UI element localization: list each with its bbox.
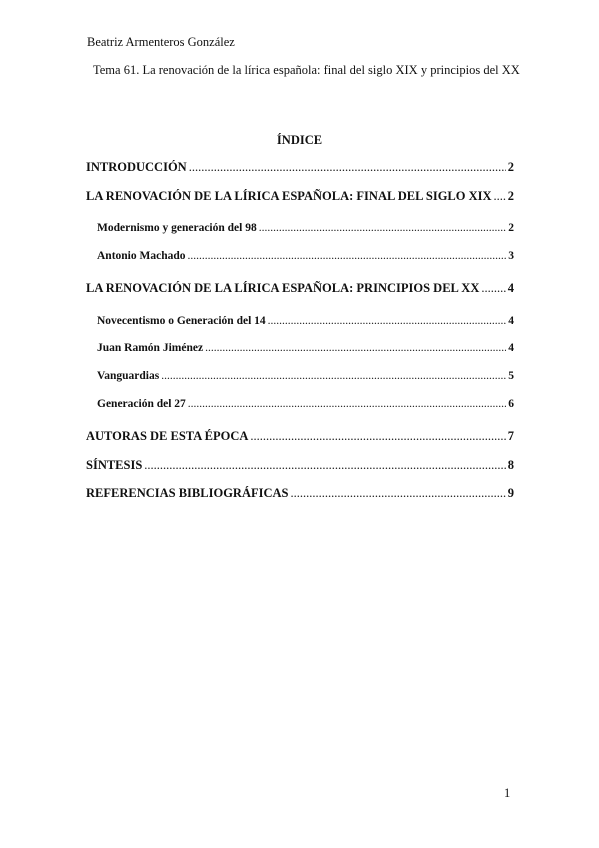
toc-entry-final-siglo-xix[interactable] xyxy=(86,189,514,204)
toc-entry-label: Modernismo y generación del 98 xyxy=(97,222,257,234)
toc-leader-dots xyxy=(205,342,506,354)
toc-entry-autoras[interactable] xyxy=(86,429,514,444)
toc-entry-referencias[interactable] xyxy=(86,486,514,501)
toc-entry-introduccion[interactable] xyxy=(86,160,514,175)
table-of-contents xyxy=(86,0,514,848)
toc-entry-modernismo[interactable] xyxy=(86,222,514,234)
toc-entry-label: REFERENCIAS BIBLIOGRÁFICAS xyxy=(86,486,289,500)
toc-entry-label: Generación del 27 xyxy=(97,398,186,410)
toc-entry-sintesis[interactable] xyxy=(86,458,514,473)
toc-entry-label: Antonio Machado xyxy=(97,250,186,262)
toc-leader-dots xyxy=(188,398,506,410)
toc-entry-page: 5 xyxy=(508,370,514,382)
toc-entry-novecentismo[interactable] xyxy=(86,315,514,327)
toc-entry-page: 3 xyxy=(508,250,514,262)
toc-leader-dots xyxy=(481,281,505,296)
toc-title: ÍNDICE xyxy=(276,133,323,147)
header-author: Beatriz Armenteros González xyxy=(87,35,235,49)
page-number: 1 xyxy=(504,786,511,800)
toc-entry-antonio-machado[interactable] xyxy=(86,250,514,262)
toc-entry-page: 7 xyxy=(507,429,514,443)
toc-leader-dots xyxy=(250,429,505,444)
toc-entry-page: 4 xyxy=(508,315,514,327)
toc-entry-page: 9 xyxy=(507,486,514,500)
toc-entry-label: INTRODUCCIÓN xyxy=(86,160,187,174)
toc-entry-label: LA RENOVACIÓN DE LA LÍRICA ESPAÑOLA: FINAL DEL SIGLO XIX xyxy=(86,189,492,203)
toc-entry-label: Vanguardias xyxy=(97,370,160,382)
toc-entry-principios-xx[interactable] xyxy=(86,281,514,296)
toc-entry-generacion-27[interactable] xyxy=(86,398,514,410)
toc-leader-dots xyxy=(494,189,506,204)
header-subtitle: Tema 61. La renovación de la lírica española: final del siglo XIX y principios del XX xyxy=(93,63,520,77)
toc-entry-page: 8 xyxy=(507,458,514,472)
toc-entry-page: 2 xyxy=(507,160,514,174)
toc-entry-page: 4 xyxy=(507,281,514,295)
toc-entry-label: LA RENOVACIÓN DE LA LÍRICA ESPAÑOLA: PRINCIPIOS DEL XX xyxy=(86,281,480,295)
toc-entry-label: Novecentismo o Generación del 14 xyxy=(97,315,266,327)
toc-entry-vanguardias[interactable] xyxy=(86,370,514,382)
toc-entry-label: Juan Ramón Jiménez xyxy=(97,342,204,354)
toc-entry-page: 4 xyxy=(508,342,514,354)
toc-leader-dots xyxy=(188,250,507,262)
toc-entry-label: SÍNTESIS xyxy=(86,458,143,472)
toc-entry-page: 6 xyxy=(508,398,514,410)
toc-leader-dots xyxy=(290,486,505,501)
toc-entry-juan-ramon-jimenez[interactable] xyxy=(86,342,514,354)
toc-leader-dots xyxy=(259,222,507,234)
toc-entry-page: 2 xyxy=(507,189,514,203)
toc-entry-label: AUTORAS DE ESTA ÉPOCA xyxy=(86,429,249,443)
toc-leader-dots xyxy=(161,370,506,382)
toc-leader-dots xyxy=(189,160,506,175)
toc-entry-page: 2 xyxy=(508,222,514,234)
toc-leader-dots xyxy=(144,458,505,473)
toc-leader-dots xyxy=(268,315,507,327)
